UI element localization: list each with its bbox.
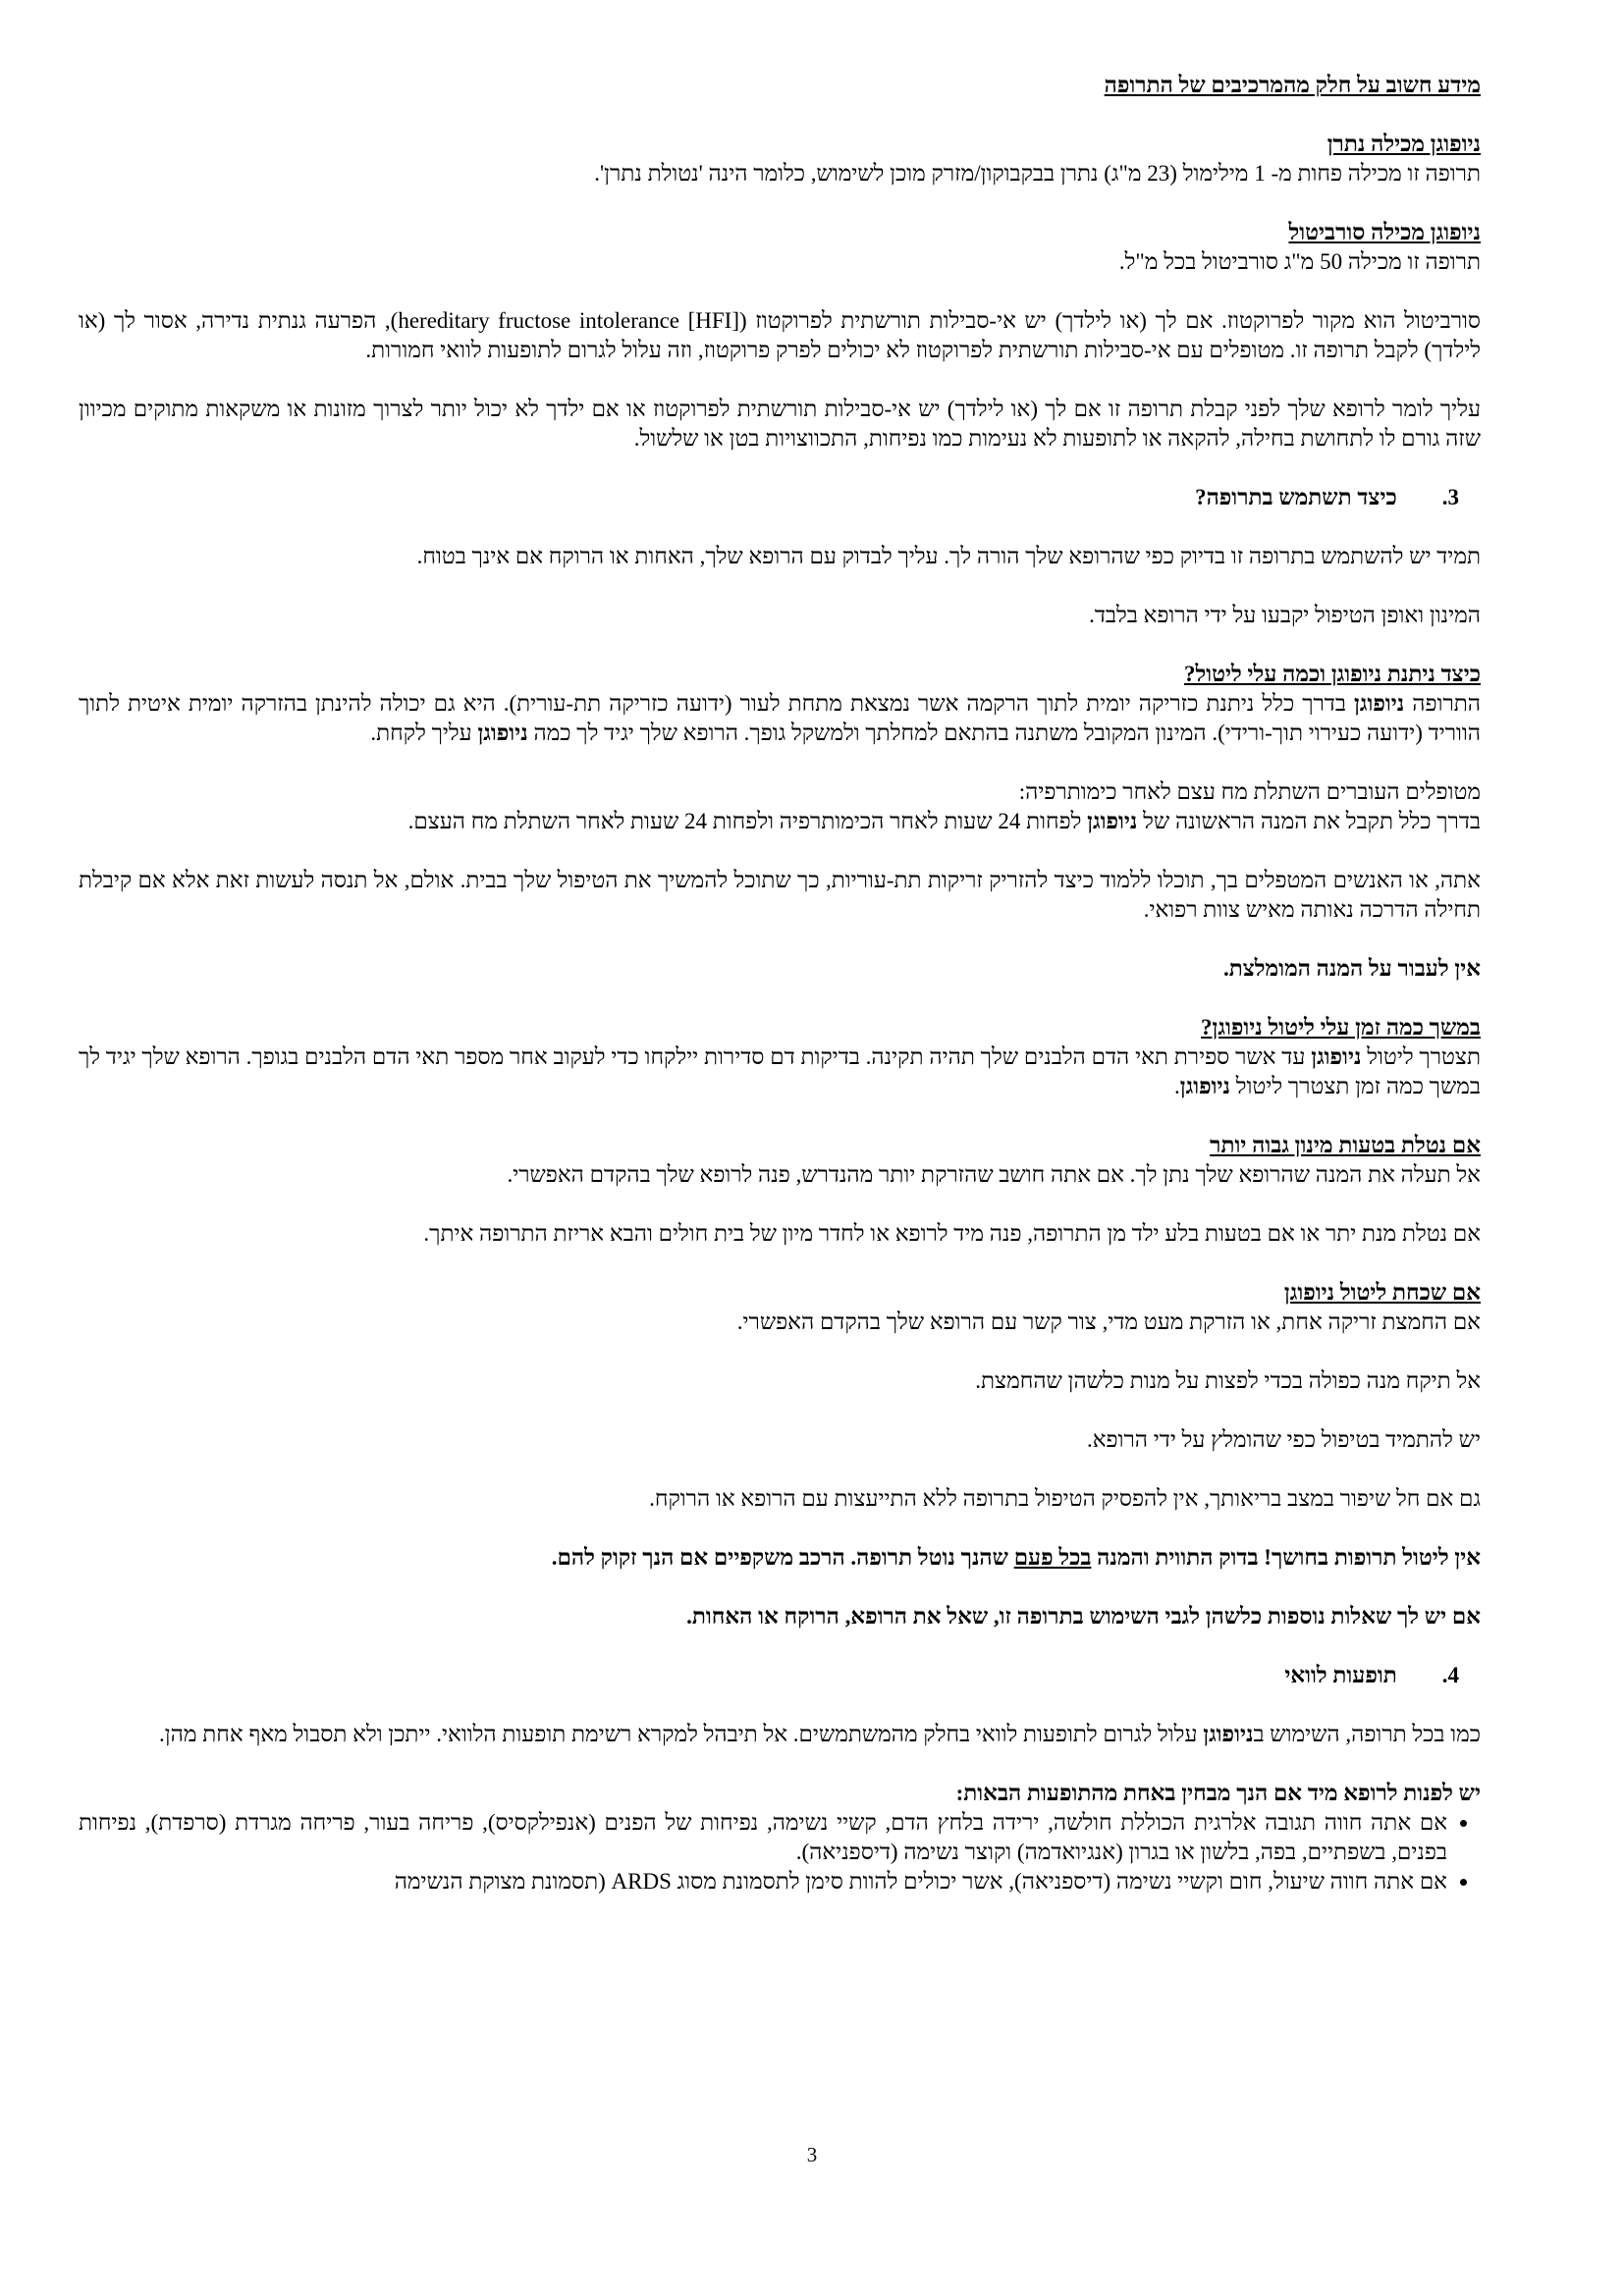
forgot-paragraph-3: יש להתמיד בטיפול כפי שהומלץ על ידי הרופא. <box>1086 1427 1481 1452</box>
section-4-title: תופעות לוואי <box>1284 1663 1397 1687</box>
sorbitol-paragraph-2: סורביטול הוא מקור לפרוקטוז. אם לך (או לילדך) יש אי-סבילות תורשתית לפרוקטוז (hereditary fructose intolerance [HFI]), הפרעה גנתית נדירה, אסור לך (או לילדך) לקבל תרופה זו. מטופלים עם אי-סבילות תורשתית לפרוקטוז לא יכולים לפרק פרוקטוז, וזה עלול לגרום לתופעות לוואי חמורות. <box>79 308 1482 362</box>
forgot-heading: אם שכחת ליטול ניופוגן <box>1283 1280 1481 1305</box>
dark-warning <box>79 1543 1481 1573</box>
section-3-number: 3. <box>1441 485 1459 509</box>
duration-text <box>79 1042 1481 1101</box>
forgot-paragraph-4: גם אם חל שיפור במצב בריאותך, אין להפסיק הטיפול בתרופה ללא התייעצות עם הרופא או הרוקח. <box>649 1486 1481 1511</box>
drug-name: ניופוגן <box>1354 691 1405 716</box>
text-run: לפחות 24 שעות לאחר הכימותרפיה ולפחות 24 שעות לאחר השתלת מח העצם. <box>407 809 1088 833</box>
sorbitol-paragraph-3: עליך לומר לרופא שלך לפני קבלת תרופה זו אם לך (או לילדך) יש אי-סבילות תורשתית לפרוקטוז או אם ילדך לא יכול יותר לצרוך מזונות או משקאות מתוקים מכיוון שזה גורם לו לתחושת בחילה, להקאה או לתופעות לא נעימות כמו נפיחות, התכווצויות בטן או שלשול. <box>79 397 1481 451</box>
text-run: עד אשר ספירת תאי הדם הלבנים שלך תהיה תקינה. בדיקות דם סדירות יילקחו כדי לעקוב אחר מספר תאי הדם הלבנים בגופך. הרופא שלך יגיד לך במשך כמה זמן תצטרך ליטול <box>79 1044 1481 1098</box>
overdose-paragraph-2: אם נטלת מנת יתר או אם בטעות בלע ילד מן התרופה, פנה מיד לרופא או לחדר מיון של בית חולים והבא אריזת התרופה איתך. <box>423 1221 1481 1246</box>
main-title: מידע חשוב על חלק מהמרכיבים של התרופה <box>1104 73 1481 97</box>
text-run: בדרך כלל תקבל את המנה הראשונה של <box>1137 809 1481 833</box>
overdose-paragraph-1: אל תעלה את המנה שהרופא שלך נתן לך. אם אתה חושב שהזרקת יותר מהנדרש, פנה לרופא שלך בהקדם האפשרי. <box>507 1162 1481 1187</box>
questions-note: אם יש לך שאלות נוספות כלשהן לגבי השימוש בתרופה זו, שאל את הרופא, הרוקח או האחות. <box>686 1604 1481 1629</box>
duration-heading: במשך כמה זמן עלי ליטול ניופוגן? <box>1201 1015 1481 1040</box>
section-4-number: 4. <box>1441 1663 1459 1687</box>
text-run: . <box>1174 1074 1180 1098</box>
drug-name: ניופוגן <box>1087 809 1138 833</box>
sorbitol-text: תרופה זו מכילה 50 מ"ג סורביטול בכל מ"ל. <box>1118 249 1481 274</box>
how-given-text <box>79 689 1481 748</box>
text-run: שהנך נוטל תרופה. הרכב משקפיים אם הנך זקוק להם. <box>551 1545 1014 1570</box>
text-run: בדרך כלל ניתנת כזריקה יומית לתוך הרקמה אשר נמצאת מתחת לעור (ידועה כזריקה תת-עורית). היא גם יכולה להינתן בהזרקה יומית איטית לתוך הווריד (ידועה כעירוי תוך-ורידי). המינון המקובל משתנה בהתאם למחלתך ולמשקל גופך. הרופא שלך יגיד לך כמה <box>79 691 1481 745</box>
sorbitol-heading: ניופוגן מכילה סורביטול <box>1288 220 1481 244</box>
text-run: כמו בכל תרופה, השימוש ב <box>1253 1722 1481 1746</box>
how-given-heading: כיצד ניתנת ניופוגן וכמה עלי ליטול? <box>1183 662 1481 686</box>
sodium-text: תרופה זו מכילה פחות מ- 1 מילימול (23 מ"ג) נתרן בבקבוקון/מזרק מוכן לשימוש, כלומר הינה 'נטולת נתרן'. <box>594 161 1481 186</box>
section-3-heading <box>79 483 1481 512</box>
drug-name: ניופוגן <box>1311 1044 1362 1069</box>
section-3-paragraph-2: המינון ואופן הטיפול יקבעו על ידי הרופא בלבד. <box>1089 603 1481 627</box>
section-4-text <box>79 1720 1481 1749</box>
home-injection-text: אתה, או האנשים המטפלים בך, תוכלו ללמוד כיצד להזריק זריקות תת-עוריות, כך שתוכל להמשיך את הטיפול שלך בבית. אולם, אל תנסה לעשות זאת אלא אם קיבלת תחילה הדרכה נאותה מאיש צוות רפואי. <box>79 868 1481 922</box>
forgot-paragraph-1: אם החמצת זריקה אחת, או הזרקת מעט מדי, צור קשר עם הרופא שלך בהקדם האפשרי. <box>736 1309 1481 1334</box>
section-3-title: כיצד תשתמש בתרופה? <box>1195 485 1397 509</box>
urgent-heading: יש לפנות לרופא מיד אם הנך מבחין באחת מהתופעות הבאות: <box>955 1781 1481 1805</box>
forgot-paragraph-2: אל תיקח מנה כפולה בכדי לפצות על מנות כלשהן שהחמצת. <box>975 1368 1481 1393</box>
drug-name: ניופוגן <box>477 721 528 745</box>
bmt-line-2 <box>79 807 1481 836</box>
text-run: עלול לגרום לתופעות לוואי בחלק מהמשתמשים. אל תיבהל למקרא רשימת תופעות הלוואי. ייתכן ולא תסבול מאף אחת מהן. <box>159 1722 1204 1746</box>
sodium-heading: ניופוגן מכילה נתרן <box>1326 132 1481 156</box>
section-3-paragraph-1: תמיד יש להשתמש בתרופה זו בדיוק כפי שהרופא שלך הורה לך. עליך לבדוק עם הרופא שלך, האחות או הרוקח אם אינך בטוח. <box>416 544 1481 568</box>
no-exceed-warning: אין לעבור על המנה המומלצת. <box>1222 956 1481 981</box>
document-page <box>79 71 1481 1896</box>
text-run: עליך לקחת. <box>370 721 478 745</box>
list-item: • אם אתה חווה תגובה אלרגית הכוללת חולשה, ירידה בלחץ הדם, קשיי נשימה, נפיחות של הפנים (אנפילקסיס), פריחה בעור, פריחה מגרדת (סרפדת), נפיחות בפנים, בשפתיים, בפה, בלשון או בגרון (אנגיואדמה) וקוצר נשימה (דיספניאה). <box>79 1808 1447 1867</box>
text-run: אין ליטול תרופות בחושך! בדוק התווית והמנה <box>1091 1545 1481 1570</box>
page-number: 3 <box>806 2143 818 2166</box>
text-run: תצטרך ליטול <box>1361 1044 1481 1069</box>
underlined-text: בכל פעם <box>1013 1545 1092 1570</box>
urgent-list <box>79 1808 1481 1896</box>
overdose-heading: אם נטלת בטעות מינון גבוה יותר <box>1210 1133 1481 1157</box>
list-item: • אם אתה חווה שיעול, חום וקשיי נשימה (דיספניאה), אשר יכולים להוות סימן לתסמונת מסוג ARDS (תסמונת מצוקת הנשימה <box>79 1867 1447 1896</box>
section-4-heading <box>79 1661 1481 1690</box>
bmt-line-1: מטופלים העוברים השתלת מח עצם לאחר כימותרפיה: <box>1018 779 1481 804</box>
text-run: התרופה <box>1404 691 1482 716</box>
drug-name: ניופוגן <box>1179 1074 1231 1098</box>
drug-name: ניופוגן <box>1203 1722 1254 1746</box>
